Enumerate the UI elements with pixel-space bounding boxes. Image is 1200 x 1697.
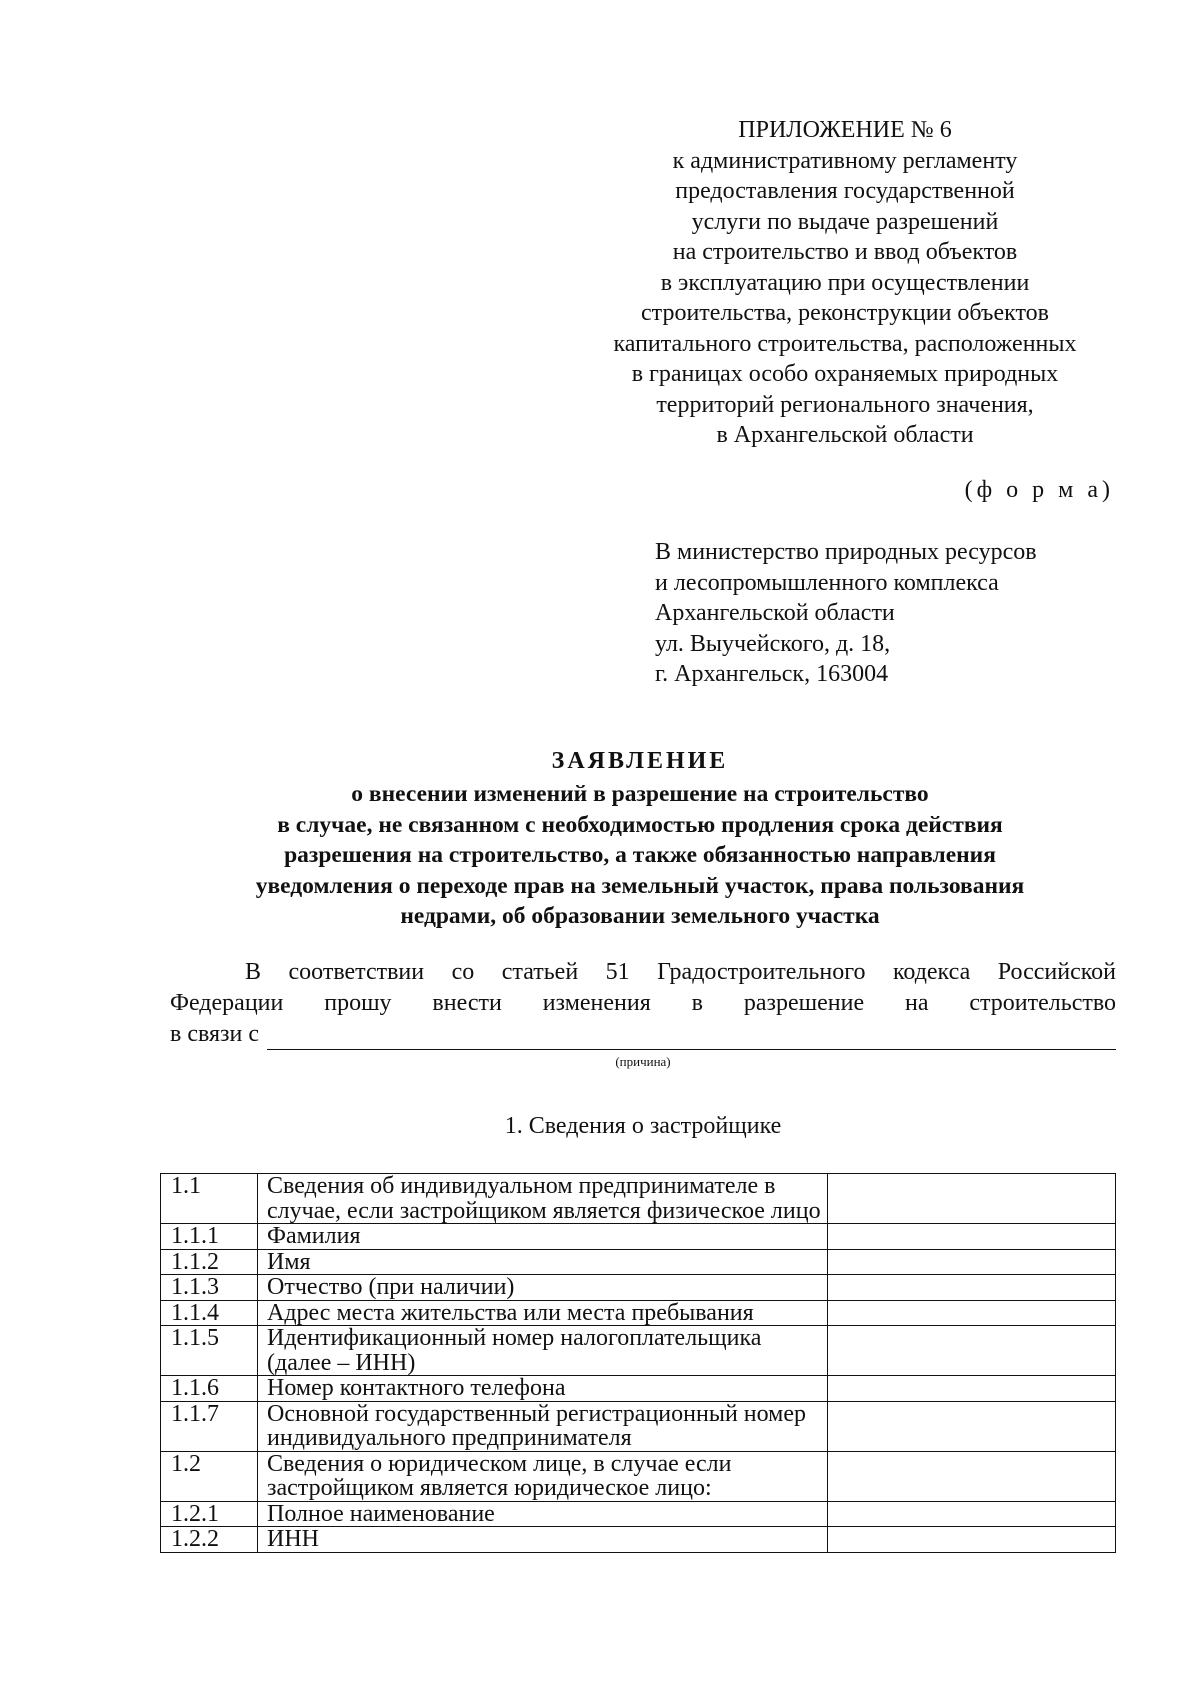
table-row bbox=[161, 1401, 1116, 1451]
row-label: ИНН bbox=[258, 1527, 828, 1553]
appendix-line: на строительство и ввод объектов bbox=[672, 239, 1018, 265]
row-value-cell[interactable] bbox=[828, 1501, 1116, 1527]
row-label: Адрес места жительства или места пребывания bbox=[258, 1300, 828, 1326]
row-value-cell[interactable] bbox=[828, 1326, 1116, 1376]
paragraph-line: Федерации прошу внести изменения в разрешение на строительство bbox=[170, 990, 1116, 1016]
row-value-cell[interactable] bbox=[828, 1249, 1116, 1275]
row-value-cell[interactable] bbox=[828, 1174, 1116, 1224]
appendix-line: к административному регламенту bbox=[672, 147, 1018, 174]
appendix-line: строительства, реконструкции объектов bbox=[641, 300, 1049, 326]
section-heading: 1. Сведения о застройщике bbox=[504, 1113, 782, 1139]
subtitle-line: уведомления о переходе прав на земельный участок, права пользования bbox=[255, 872, 1025, 899]
table-row bbox=[161, 1527, 1116, 1553]
row-number: 1.2 bbox=[161, 1451, 258, 1501]
row-label: Сведения о юридическом лице, в случае если застройщиком является юридическое лицо: bbox=[258, 1451, 828, 1501]
row-label: Сведения об индивидуальном предпринимателе в случае, если застройщиком является физическое лицо bbox=[258, 1174, 828, 1224]
paragraph-line: В соответствии со статьей 51 Градостроительного кодекса Российской bbox=[245, 959, 1116, 985]
table-row bbox=[161, 1224, 1116, 1250]
table-row bbox=[161, 1326, 1116, 1376]
addressee-line: и лесопромышленного комплекса bbox=[655, 569, 999, 596]
subtitle-line: о внесении изменений в разрешение на строительство bbox=[351, 781, 929, 807]
row-number: 1.1 bbox=[161, 1174, 258, 1224]
row-label: Отчество (при наличии) bbox=[258, 1275, 828, 1301]
appendix-line: в эксплуатацию при осуществлении bbox=[660, 269, 1030, 296]
row-number: 1.1.1 bbox=[161, 1224, 258, 1250]
addressee-line: В министерство природных ресурсов bbox=[655, 539, 1037, 565]
reason-line bbox=[170, 1019, 1116, 1050]
row-number: 1.1.2 bbox=[161, 1249, 258, 1275]
row-number: 1.1.7 bbox=[161, 1401, 258, 1451]
appendix-line: ПРИЛОЖЕНИЕ № 6 bbox=[738, 117, 952, 143]
addressee-line: ул. Выучейского, д. 18, bbox=[655, 630, 891, 657]
document-title: ЗАЯВЛЕНИЕ bbox=[551, 748, 729, 774]
applicant-table bbox=[160, 1173, 1116, 1553]
subtitle-line: недрами, об образовании земельного участка bbox=[400, 903, 880, 929]
subtitle-line: разрешения на строительство, а также обязанностью направления bbox=[284, 842, 996, 868]
table-row bbox=[161, 1174, 1116, 1224]
table-row bbox=[161, 1275, 1116, 1301]
row-number: 1.1.3 bbox=[161, 1275, 258, 1301]
row-value-cell[interactable] bbox=[828, 1275, 1116, 1301]
row-number: 1.1.5 bbox=[161, 1326, 258, 1376]
row-value-cell[interactable] bbox=[828, 1451, 1116, 1501]
reason-caption: (причина) bbox=[615, 1054, 671, 1069]
addressee-block bbox=[655, 537, 1037, 690]
row-value-cell[interactable] bbox=[828, 1224, 1116, 1250]
appendix-line: предоставления государственной bbox=[675, 178, 1015, 204]
row-label: Полное наименование bbox=[258, 1501, 828, 1527]
table-row bbox=[161, 1501, 1116, 1527]
addressee-line: г. Архангельск, 163004 bbox=[655, 661, 889, 687]
row-number: 1.1.6 bbox=[161, 1376, 258, 1402]
row-number: 1.2.1 bbox=[161, 1501, 258, 1527]
addressee-line: Архангельской области bbox=[655, 600, 895, 626]
row-label: Идентификационный номер налогоплательщика (далее – ИНН) bbox=[258, 1326, 828, 1376]
reason-prefix: в связи с bbox=[170, 1021, 260, 1047]
document-subtitle bbox=[170, 779, 1110, 932]
subtitle-line: в случае, не связанном с необходимостью продления срока действия bbox=[277, 811, 1003, 838]
table-row bbox=[161, 1376, 1116, 1402]
appendix-line: в границах особо охраняемых природных bbox=[631, 361, 1059, 387]
appendix-line: территорий регионального значения, bbox=[656, 391, 1034, 418]
appendix-header bbox=[580, 115, 1110, 451]
request-paragraph bbox=[170, 957, 1116, 1050]
row-label: Основной государственный регистрационный номер индивидуального предпринимателя bbox=[258, 1401, 828, 1451]
row-label: Фамилия bbox=[258, 1224, 828, 1250]
row-value-cell[interactable] bbox=[828, 1401, 1116, 1451]
row-value-cell[interactable] bbox=[828, 1527, 1116, 1553]
table-row bbox=[161, 1300, 1116, 1326]
form-label: (ф о р м а) bbox=[964, 477, 1114, 503]
appendix-line: в Архангельской области bbox=[716, 422, 974, 448]
table-row bbox=[161, 1451, 1116, 1501]
row-label: Имя bbox=[258, 1249, 828, 1275]
appendix-line: услуги по выдаче разрешений bbox=[691, 208, 999, 235]
table-row bbox=[161, 1249, 1116, 1275]
row-number: 1.1.4 bbox=[161, 1300, 258, 1326]
row-value-cell[interactable] bbox=[828, 1376, 1116, 1402]
appendix-line: капитального строительства, расположенных bbox=[613, 330, 1077, 357]
row-value-cell[interactable] bbox=[828, 1300, 1116, 1326]
reason-blank-field[interactable] bbox=[267, 1027, 1116, 1050]
row-label: Номер контактного телефона bbox=[258, 1376, 828, 1402]
row-number: 1.2.2 bbox=[161, 1527, 258, 1553]
